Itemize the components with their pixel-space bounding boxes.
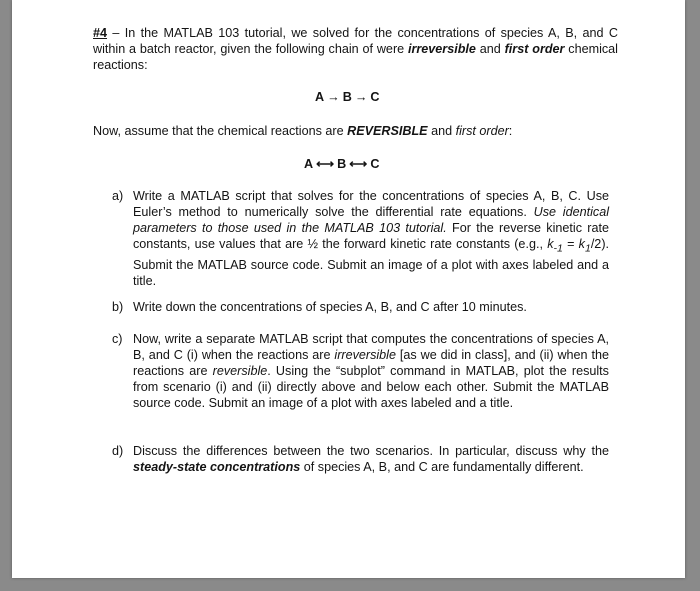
part-a-letter: a) [112, 189, 124, 203]
reversible-statement: Now, assume that the chemical reactions are REVERSIBLE and first order: [93, 124, 513, 138]
part-c-text: Now, write a separate MATLAB script that computes the concentrations of species A, B, and C (i) when the reactions are irreversible [as we did in class], and (ii) when the reactions are reversible. Using the “subplot” command in MATLAB, plot the results from scenario (i) and (ii) directly above and below each other. Submit the MATLAB source code. Submit an image of a plot with axes labeled and a title. [133, 332, 609, 410]
part-c-letter: c) [112, 332, 123, 346]
part-a-text: Write a MATLAB script that solves for the concentrations of species A, B, C. Use Euler’s method to numerically solve the differential rate equations. Use identical parameters to those used in the MATLAB 103 tutorial. For the reverse kinetic rate constants, use values that are ½ the forward kinetic rate constants (e.g., $k_{-1} = k_1/2$). Submit the MATLAB source code. Submit an image of a plot with axes labeled and a title. [133, 189, 610, 288]
problem-number: #4 [93, 26, 108, 40]
problem-intro: #4 – In the MATLAB 103 tutorial, we solved for the concentrations of species A, B, and C within a batch reactor, given the following chain of were irreversible and first order chemical reactions: [93, 26, 618, 72]
right-arrow-icon: → [327, 90, 340, 104]
part-d-text: Discuss the differences between the two scenarios. In particular, discuss why the steady-state concentrations of species A, B, and C are fundamentally different. [133, 444, 609, 474]
part-d-letter: d) [112, 444, 124, 458]
double-arrow-icon: ⟷ [316, 157, 335, 171]
document-page [12, 0, 685, 578]
double-arrow-icon: ⟷ [349, 157, 368, 171]
reversible-reaction-chain: A ⟷ B ⟷ C [304, 157, 380, 171]
right-arrow-icon: → [354, 90, 368, 104]
part-b-text: Write down the concentrations of species A, B, and C after 10 minutes. [133, 300, 527, 314]
part-b-letter: b) [112, 300, 124, 314]
irreversible-reaction-chain: A → B → C [315, 90, 380, 104]
